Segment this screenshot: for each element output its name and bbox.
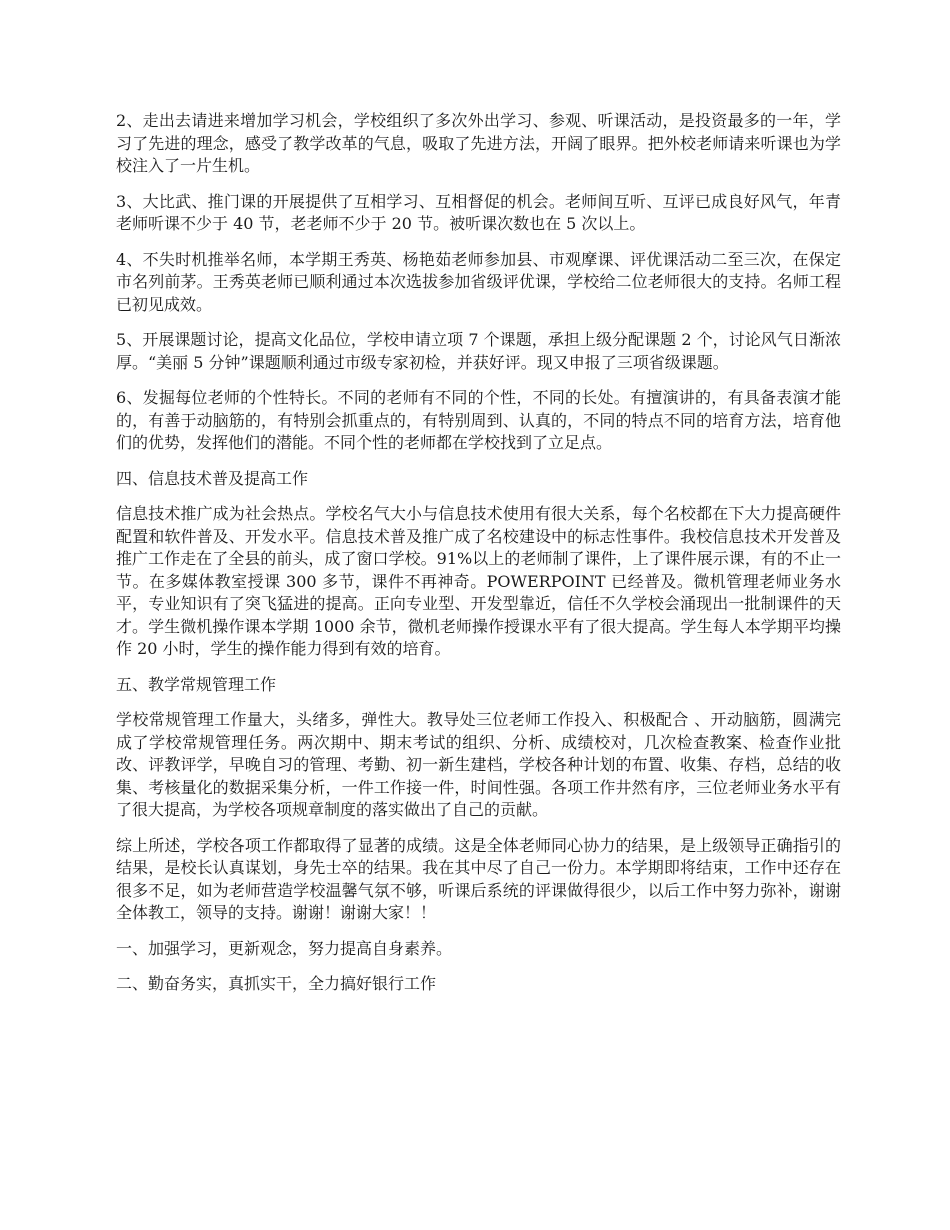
paragraph-summary: 综上所述，学校各项工作都取得了显著的成绩。这是全体老师同心协力的结果，是上级领导正确指引的结果，是校长认真谋划，身先士卒的结果。我在其中尽了自己一份力。本学期即将结束，工作中还存在很多不足，如为老师营造学校温馨气氛不够，听课后系统的评课做得很少，以后工作中努力弥补，谢谢全体教工，领导的支持。谢谢！谢谢大家！！ [116, 835, 841, 922]
document-body [116, 110, 841, 1009]
section-heading-routine-management: 五、教学常规管理工作 [116, 674, 277, 694]
section-heading-info-tech: 四、信息技术普及提高工作 [116, 468, 309, 488]
paragraph-routine-management: 学校常规管理工作量大，头绪多，弹性大。教导处三位老师工作投入、积极配合 、开动脑筋，圆满完成了学校常规管理任务。两次期中、期末考试的组织、分析、成绩校对，几次检查教案、检查作业批改、评教评学，早晚自习的管理、考勤、初一新生建档，学校各种计划的布置、收集、存档，总结的收集、考核量化的数据采集分析，一件工作接一件，时间性强。各项工作井然有序，三位老师业务水平有了很大提高，为学校各项规章制度的落实做出了自己的贡献。 [116, 710, 841, 819]
list-heading-1: 一、加强学习，更新观念，努力提高自身素养。 [116, 938, 453, 958]
paragraph-item-6: 6、发掘每位老师的个性特长。不同的老师有不同的个性，不同的长处。有擅演讲的，有具备表演才能的，有善于动脑筋的，有特别会抓重点的，有特别周到、认真的，不同的特点不同的培育方法，培育他们的优势，发挥他们的潜能。不同个性的老师都在学校找到了立足点。 [116, 388, 841, 452]
paragraph-item-3: 3、大比武、推门课的开展提供了互相学习、互相督促的机会。老师间互听、互评已成良好风气，年青老师听课不少于 40 节，老老师不少于 20 节。被听课次数也在 5 次以上。 [116, 191, 841, 233]
paragraph-item-5: 5、开展课题讨论，提高文化品位，学校申请立项 7 个课题，承担上级分配课题 2 个，讨论风气日渐浓厚。“美丽 5 分钟”课题顺利通过市级专家初检，并获好评。现又申报了三项省级课题。 [116, 330, 841, 372]
paragraph-item-2: 2、走出去请进来增加学习机会，学校组织了多次外出学习、参观、听课活动，是投资最多的一年，学习了先进的理念，感受了教学改革的气息，吸取了先进方法，开阔了眼界。把外校老师请来听课也为学校注入了一片生机。 [116, 111, 841, 175]
paragraph-info-tech: 信息技术推广成为社会热点。学校名气大小与信息技术使用有很大关系，每个名校都在下大力提高硬件配置和软件普及、开发水平。信息技术普及推广成了名校建设中的标志性事件。我校信息技术开发普及推广工作走在了全县的前头，成了窗口学校。91%以上的老师制了课件，上了课件展示课，有的不止一节。在多媒体教室授课 300 多节，课件不再神奇。POWERPOINT 已经普及。微机管理老师业务水平，专业知识有了突飞猛进的提高。正向专业型、开发型靠近，信任不久学校会涌现出一批制课件的天才。学生微机操作课本学期 1000 余节，微机老师操作授课水平有了很大提高。学生每人本学期平均操作 20 小时，学生的操作能力得到有效的培育。 [116, 504, 841, 658]
paragraph-item-4: 4、不失时机推举名师，本学期王秀英、杨艳茹老师参加县、市观摩课、评优课活动二至三次，在保定市名列前茅。王秀英老师已顺利通过本次选拔参加省级评优课，学校给二位老师很大的支持。名师工程已初见成效。 [116, 249, 841, 314]
list-heading-2: 二、勤奋务实，真抓实干，全力搞好银行工作 [116, 974, 437, 993]
